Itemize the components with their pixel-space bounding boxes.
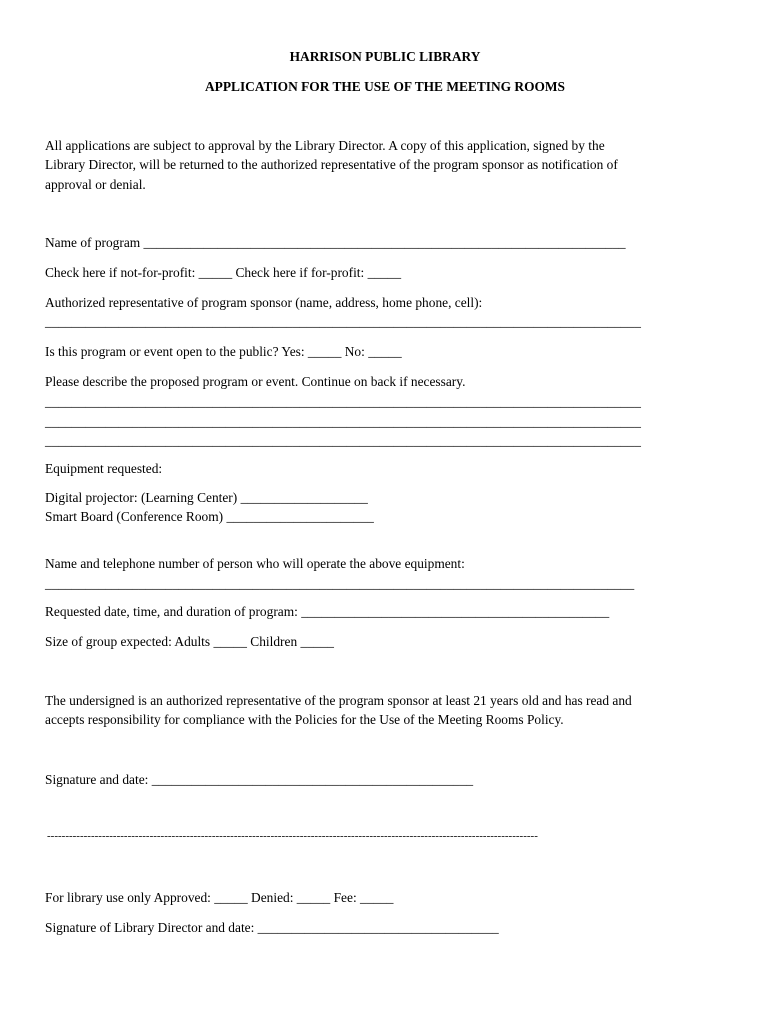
sponsor-rep-label: Authorized representative of program sponsor (name, address, home phone, cell): — [45, 295, 483, 310]
operator-label: Name and telephone number of person who will operate the above equipment: — [45, 556, 465, 571]
profit-status-field[interactable]: Check here if not-for-profit: _____ Check here if for-profit: _____ — [45, 265, 402, 280]
library-use-status-field[interactable]: For library use only Approved: _____ Denied: _____ Fee: _____ — [45, 890, 394, 905]
org-name: HARRISON PUBLIC LIBRARY — [289, 49, 481, 64]
describe-line-3[interactable]: _________________________________________________________________________________________ — [45, 433, 641, 448]
intro-line-2: Library Director, will be returned to the authorized representative of the program sponsor as notification of — [45, 157, 618, 172]
attestation-line-2: accepts responsibility for compliance with the Policies for the Use of the Meeting Rooms Policy. — [45, 712, 564, 727]
open-to-public-field[interactable]: Is this program or event open to the public? Yes: _____ No: _____ — [45, 344, 402, 359]
group-size-field[interactable]: Size of group expected: Adults _____ Children _____ — [45, 634, 334, 649]
requested-date-field[interactable]: Requested date, time, and duration of program: ______________________________________________ — [45, 604, 610, 619]
equipment-label: Equipment requested: — [45, 461, 163, 476]
sponsor-rep-line[interactable]: _________________________________________________________________________________________ — [45, 314, 641, 329]
section-divider: -------------------------------------------------------------------------------------------------------------------------------------- — [47, 830, 538, 842]
applicant-signature-field[interactable]: Signature and date: ________________________________________________ — [45, 772, 474, 787]
operator-line[interactable]: ________________________________________________________________________________________ — [45, 576, 635, 591]
digital-projector-field[interactable]: Digital projector: (Learning Center) ___________________ — [45, 490, 368, 505]
intro-line-1: All applications are subject to approval by the Library Director. A copy of this application, signed by the — [45, 138, 605, 153]
director-signature-field[interactable]: Signature of Library Director and date: ____________________________________ — [45, 920, 499, 935]
program-name-field[interactable]: Name of program ________________________________________________________________________ — [45, 235, 626, 250]
describe-line-2[interactable]: _________________________________________________________________________________________ — [45, 414, 641, 429]
attestation-line-1: The undersigned is an authorized representative of the program sponsor at least 21 years old and has read and — [45, 693, 632, 708]
describe-line-1[interactable]: _________________________________________________________________________________________ — [45, 394, 641, 409]
form-title: APPLICATION FOR THE USE OF THE MEETING ROOMS — [205, 79, 565, 94]
describe-label: Please describe the proposed program or event. Continue on back if necessary. — [45, 374, 466, 389]
intro-line-3: approval or denial. — [45, 177, 146, 192]
smart-board-field[interactable]: Smart Board (Conference Room) ______________________ — [45, 509, 374, 524]
